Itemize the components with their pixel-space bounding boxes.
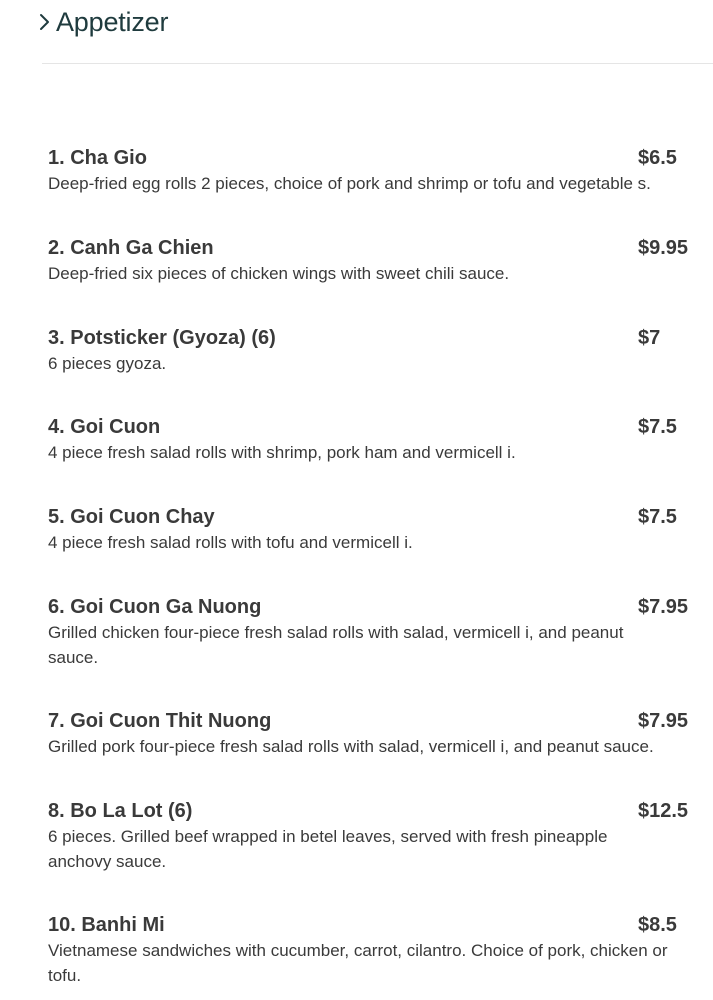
item-name: 10. Banhi Mi	[48, 914, 165, 936]
menu-item[interactable]	[48, 325, 690, 376]
item-description: 6 pieces. Grilled beef wrapped in betel leaves, served with fresh pineapple anchovy sauce.	[48, 827, 608, 871]
item-name: 5. Goi Cuon Chay	[48, 506, 215, 528]
section-title: Appetizer	[56, 6, 169, 37]
item-description: Grilled chicken four-piece fresh salad rolls with salad, vermicell i, and peanut sauce.	[48, 623, 624, 667]
menu-item[interactable]	[48, 708, 690, 759]
menu-item[interactable]	[48, 414, 690, 465]
item-price: $7.95	[638, 710, 689, 732]
menu-item[interactable]	[48, 594, 690, 670]
menu-item[interactable]	[48, 798, 690, 874]
item-price: $7.5	[638, 416, 677, 438]
item-name: 2. Canh Ga Chien	[48, 237, 214, 259]
section-header[interactable]	[38, 4, 168, 40]
item-name: 1. Cha Gio	[48, 147, 147, 169]
item-description: 4 piece fresh salad rolls with tofu and vermicell i.	[48, 533, 413, 552]
menu-item[interactable]	[48, 912, 690, 988]
item-price: $7.5	[638, 506, 677, 528]
item-description: Grilled pork four-piece fresh salad rolls with salad, vermicell i, and peanut sauce.	[48, 737, 654, 756]
menu-item[interactable]	[48, 504, 690, 555]
item-price: $6.5	[638, 147, 677, 169]
item-price: $9.95	[638, 237, 689, 259]
item-description: Vietnamese sandwiches with cucumber, carrot, cilantro. Choice of pork, chicken or tofu.	[48, 941, 668, 985]
item-price: $8.5	[638, 914, 677, 936]
item-name: 8. Bo La Lot (6)	[48, 800, 193, 822]
item-description: 4 piece fresh salad rolls with shrimp, pork ham and vermicell i.	[48, 443, 516, 462]
item-price: $7.95	[638, 596, 689, 618]
item-name: 4. Goi Cuon	[48, 416, 161, 438]
menu-item[interactable]	[48, 145, 690, 196]
item-description: Deep-fried egg rolls 2 pieces, choice of pork and shrimp or tofu and vegetable s.	[48, 174, 651, 193]
chevron-right-icon	[38, 10, 52, 34]
item-name: 6. Goi Cuon Ga Nuong	[48, 596, 262, 618]
item-price: $12.5	[638, 800, 689, 822]
item-name: 7. Goi Cuon Thit Nuong	[48, 710, 272, 732]
header-divider	[42, 63, 713, 64]
item-description: 6 pieces gyoza.	[48, 354, 167, 373]
item-price: $7	[638, 327, 661, 349]
item-description: Deep-fried six pieces of chicken wings with sweet chili sauce.	[48, 264, 510, 283]
menu-item[interactable]	[48, 235, 690, 286]
item-name: 3. Potsticker (Gyoza) (6)	[48, 327, 276, 349]
